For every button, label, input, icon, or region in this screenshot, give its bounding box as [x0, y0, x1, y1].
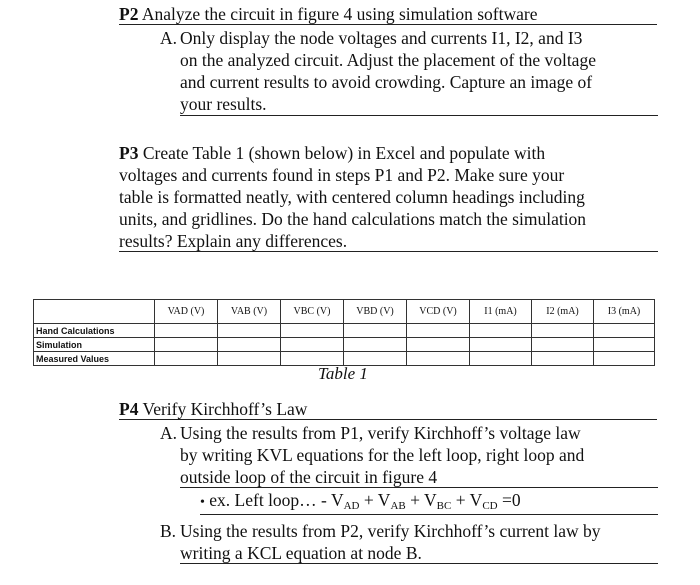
p4-item-b-line: writing a KCL equation at node B.	[180, 543, 422, 563]
column-header: I2 (mA)	[532, 300, 594, 324]
table-cell	[344, 338, 407, 352]
table-cell	[344, 324, 407, 338]
table-cell	[218, 352, 281, 366]
table-cell	[155, 338, 218, 352]
p2-heading	[119, 3, 537, 25]
kvl-subscript: AD	[343, 500, 360, 512]
p4-label: P4	[119, 399, 139, 419]
kvl-example-suffix: =0	[497, 490, 521, 510]
table-row	[34, 324, 655, 338]
table-cell	[594, 352, 655, 366]
column-header: VCD (V)	[407, 300, 470, 324]
p3-paragraph-line: table is formatted neatly, with centered column headings including	[119, 187, 585, 207]
row-label: Measured Values	[34, 352, 155, 366]
p2-item-a-marker: A.	[160, 28, 178, 48]
p3-text: Create Table 1 (shown below) in Excel and populate with	[142, 143, 546, 163]
row-label: Hand Calculations	[34, 324, 155, 338]
table-cell	[470, 338, 532, 352]
column-header: VAD (V)	[155, 300, 218, 324]
p3-underline	[119, 251, 658, 252]
p2-item-a-underline	[180, 115, 658, 116]
p4-item-b-line: Using the results from P2, verify Kirchhoff’s current law by	[180, 521, 601, 541]
table-cell	[281, 324, 344, 338]
table-cell	[594, 324, 655, 338]
table-cell	[470, 324, 532, 338]
p3-paragraph-line	[119, 142, 545, 164]
column-header: I3 (mA)	[594, 300, 655, 324]
table-caption: Table 1	[318, 364, 368, 383]
table-cell	[407, 338, 470, 352]
table-cell	[470, 352, 532, 366]
column-header: VBD (V)	[344, 300, 407, 324]
p4-heading	[119, 398, 307, 420]
table-corner-cell	[34, 300, 155, 324]
p2-item-a-line: your results.	[180, 94, 267, 114]
p2-item-a-line: Only display the node voltages and currents I1, I2, and I3	[180, 28, 583, 48]
table-cell	[407, 352, 470, 366]
table-cell	[532, 324, 594, 338]
p4-item-a-line: outside loop of the circuit in figure 4	[180, 467, 438, 487]
kvl-subscript: AB	[390, 500, 406, 512]
p3-paragraph-line: voltages and currents found in steps P1 and P2. Make sure your	[119, 165, 565, 185]
kvl-example-underline	[200, 514, 658, 515]
p2-title: Analyze the circuit in figure 4 using simulation software	[141, 4, 538, 24]
column-header: VAB (V)	[218, 300, 281, 324]
table-row	[34, 338, 655, 352]
p2-item-a-line: on the analyzed circuit. Adjust the placement of the voltage	[180, 50, 596, 70]
bullet-icon: •	[200, 495, 205, 510]
p3-paragraph-line: results? Explain any differences.	[119, 231, 348, 251]
p4-item-a-marker: A.	[160, 423, 178, 443]
p4-title: Verify Kirchhoff’s Law	[142, 399, 308, 419]
kvl-example-line	[200, 489, 521, 517]
kvl-subscript: CD	[482, 500, 498, 512]
kvl-subscript: BC	[436, 500, 452, 512]
row-label: Simulation	[34, 338, 155, 352]
table-header-row	[34, 300, 655, 324]
p4-item-b-marker: B.	[160, 521, 177, 541]
table-cell	[218, 338, 281, 352]
p4-title-underline	[119, 419, 657, 420]
p3-paragraph-line: units, and gridlines. Do the hand calculations match the simulation	[119, 209, 587, 229]
table-cell	[281, 338, 344, 352]
column-header: I1 (mA)	[470, 300, 532, 324]
table-cell	[532, 352, 594, 366]
column-header: VBC (V)	[281, 300, 344, 324]
table-cell	[594, 338, 655, 352]
table-cell	[407, 324, 470, 338]
p2-item-a-line: and current results to avoid crowding. Capture an image of	[180, 72, 593, 92]
kvl-term: + V	[359, 490, 391, 510]
p2-title-underline	[119, 24, 657, 25]
p4-item-a-underline	[180, 487, 658, 488]
kvl-term: + V	[451, 490, 483, 510]
p3-label: P3	[119, 143, 139, 163]
p4-item-b-underline	[180, 563, 658, 564]
p4-item-a-line: by writing KVL equations for the left loop, right loop and	[180, 445, 585, 465]
table-cell	[218, 324, 281, 338]
p4-item-a-line: Using the results from P1, verify Kirchhoff’s voltage law	[180, 423, 581, 443]
kvl-term: + V	[405, 490, 437, 510]
table-cell	[155, 324, 218, 338]
p2-label: P2	[119, 4, 139, 24]
table-1	[33, 299, 655, 366]
table-cell	[155, 352, 218, 366]
table-cell	[532, 338, 594, 352]
kvl-example-prefix: ex. Left loop… - V	[209, 490, 344, 510]
